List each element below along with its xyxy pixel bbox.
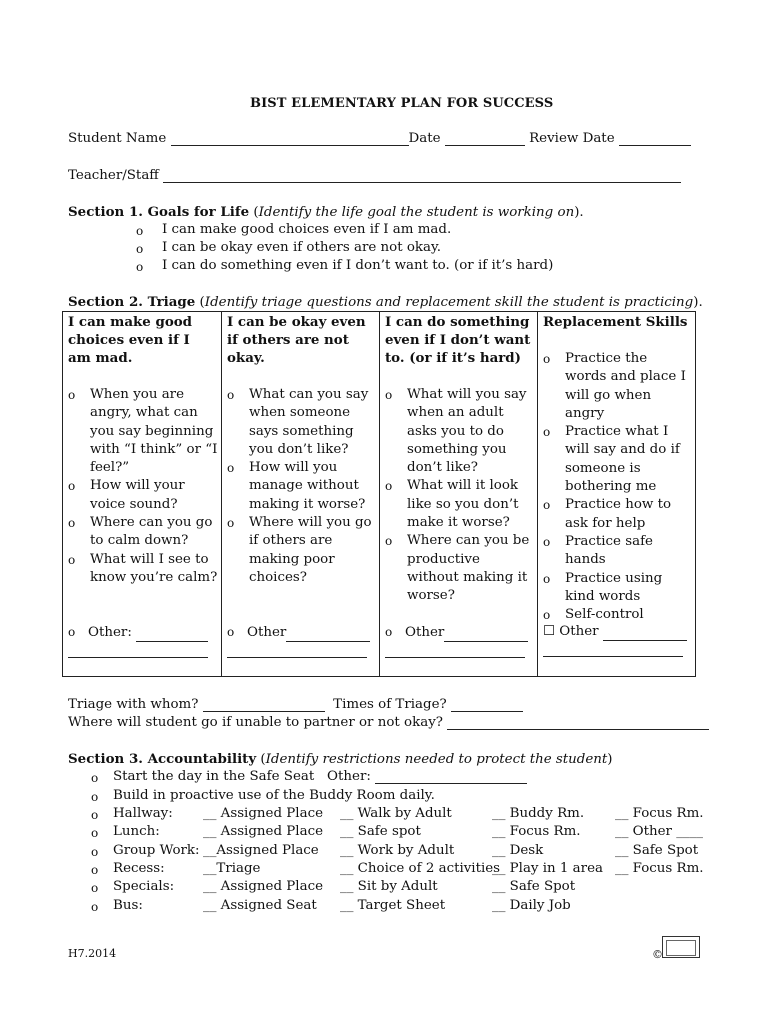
other-field-line2[interactable] [227,644,367,658]
other-row [385,623,535,658]
section2-instruction: Identify triage questions and replacement skill the student is practicing [204,295,694,310]
restriction-option[interactable]: __ Assigned Place [203,879,323,894]
column-header: Replacement Skills [543,314,688,330]
start-day-other-field[interactable] [375,770,527,784]
restriction-option[interactable]: __ Daily Job [492,898,571,913]
skill-item: o Self-control [543,606,691,624]
question-item: o What will you say when an adult asks you to do something you don’t like? [385,386,533,477]
other-field[interactable] [444,628,528,642]
bullet-icon: o [136,224,144,238]
skill-item: o Practice what I will say and do if someone is bothering me [543,423,691,496]
times-of-triage-field[interactable] [451,698,523,712]
question-item: o Where can you go to calm down? [68,514,218,551]
question-item: o How will you manage without making it worse? [227,459,375,514]
restriction-option[interactable]: __ Buddy Rm. [492,806,585,821]
restriction-label: Lunch: [113,824,160,839]
restriction-option[interactable]: __ Safe Spot [492,879,576,894]
section2-heading-row [68,294,703,310]
section1-instruction: Identify the life goal the student is working on [258,205,575,220]
section2-heading: Section 2. Triage [68,294,196,310]
triage-with-row [68,697,523,712]
section1-paren-close: ). [574,205,584,220]
restriction-option[interactable]: __ Other ____ [615,824,703,839]
section3-paren-close: ) [607,752,613,767]
review-date-label: Review Date [529,131,615,146]
bullet-icon: o [91,845,99,859]
goal-item: I can do something even if I don’t want to. (or if it’s hard) [162,258,554,273]
restriction-option[interactable]: __ Walk by Adult [340,806,452,821]
other-row [68,623,218,658]
triage-with-label: Triage with whom? [68,697,199,712]
bullet-icon: o [91,808,99,822]
restriction-option[interactable]: __ Assigned Place [203,824,323,839]
restriction-option[interactable]: __Triage [203,861,261,876]
restriction-option[interactable]: __ Assigned Place [203,806,323,821]
skill-item: o Practice safe hands [543,533,691,570]
section3-heading: Section 3. Accountability [68,751,257,767]
date-field[interactable] [445,132,525,146]
bullet-icon: o [68,625,76,639]
skill-item: o Practice using kind words [543,570,691,607]
other-field-line2[interactable] [68,644,208,658]
other-label: Other [405,625,445,640]
bullet-icon: o [91,790,99,804]
triage-table [62,311,696,677]
question-item: o What will it look like so you don’t make it worse? [385,477,533,532]
teacher-staff-field[interactable] [163,169,681,183]
section3-instruction: Identify restrictions needed to protect the student [265,752,608,767]
bullet-icon: o [91,771,99,785]
buddy-room-item: Build in proactive use of the Buddy Room daily. [113,788,435,803]
bullet-icon: o [136,260,144,274]
bullet-icon: o [91,826,99,840]
section1-heading-row [68,204,584,220]
restriction-option[interactable]: __ Target Sheet [340,898,446,913]
column-header: I can do something even if I don’t want to. (or if it’s hard) [385,314,531,366]
date-label: Date [408,131,441,146]
column-header: I can make good choices even if I am mad. [68,314,193,366]
restriction-option[interactable]: __Assigned Place [203,843,319,858]
bullet-icon: o [227,625,235,639]
student-name-field[interactable] [171,132,409,146]
section1-paren-open: ( [253,205,259,220]
other-field[interactable] [603,627,687,641]
restriction-option[interactable]: __ Desk [492,843,544,858]
question-list [385,386,533,606]
other-row [543,623,693,657]
restriction-option[interactable]: __ Focus Rm. [492,824,581,839]
question-item: o Where will you go if others are making poor choices? [227,514,375,587]
question-item: o What will I see to know you’re calm? [68,551,218,588]
bullet-icon: o [91,900,99,914]
bullet-icon: o [136,242,144,256]
restriction-option[interactable]: __ Focus Rm. [615,806,704,821]
question-item: o When you are angry, what can you say beginning with “I think” or “I feel?” [68,386,218,477]
restriction-option[interactable]: __ Assigned Seat [203,898,317,913]
times-of-triage-label: Times of Triage? [333,697,447,712]
section2-paren-open: ( [199,295,205,310]
teacher-row [68,168,681,183]
other-field[interactable] [286,628,370,642]
bullet-icon: o [385,625,393,639]
skills-list [543,350,691,624]
other-label: Other: [88,625,132,640]
skill-item: o Practice the words and place I will go when angry [543,350,691,423]
question-list [227,386,375,587]
triage-with-field[interactable] [203,698,325,712]
restriction-label: Bus: [113,898,143,913]
version-label: H7.2014 [68,947,117,960]
logo-icon [662,936,700,958]
question-item: o How will your voice sound? [68,477,218,514]
other-field-line2[interactable] [543,643,683,657]
other-row [227,623,377,658]
restriction-option[interactable]: __ Play in 1 area [492,861,603,876]
restriction-label: Group Work: [113,843,200,858]
restriction-option[interactable]: __ Sit by Adult [340,879,438,894]
question-item: o What can you say when someone says something you don’t like? [227,386,375,459]
page-title: BIST ELEMENTARY PLAN FOR SUCCESS [250,96,554,111]
restriction-option[interactable]: __ Safe spot [340,824,421,839]
goal-item: I can be okay even if others are not okay. [162,240,442,255]
bullet-icon: o [91,863,99,877]
question-item: o Where can you be productive without making it worse? [385,532,533,605]
restriction-label: Recess: [113,861,165,876]
section3-heading-row [68,751,613,767]
start-day-label: Start the day in the Safe Seat [113,769,315,784]
where-go-row [68,715,709,730]
skill-item: o Practice how to ask for help [543,496,691,533]
other-checkbox-label[interactable]: ☐ Other [543,624,599,639]
restriction-option[interactable]: __ Focus Rm. [615,861,704,876]
restriction-label: Specials: [113,879,175,894]
copyright-label: © [652,948,663,961]
section1-heading: Section 1. Goals for Life [68,204,250,220]
section2-paren-close: ). [693,295,703,310]
start-day-row [113,769,527,784]
restriction-option[interactable]: __ Work by Adult [340,843,455,858]
restriction-label: Hallway: [113,806,173,821]
restriction-option[interactable]: __ Choice of 2 activities [340,861,501,876]
teacher-staff-label: Teacher/Staff [68,168,159,183]
other-label: Other: [327,769,371,784]
student-name-label: Student Name [68,131,167,146]
where-go-label: Where will student go if unable to partner or not okay? [68,715,443,730]
section3-paren-open: ( [260,752,266,767]
other-field[interactable] [136,628,208,642]
where-go-field[interactable] [447,716,709,730]
student-name-row [68,131,691,146]
other-field-line2[interactable] [385,644,525,658]
goal-item: I can make good choices even if I am mad. [162,222,452,237]
restriction-option[interactable]: __ Safe Spot [615,843,699,858]
other-label: Other [247,625,287,640]
bullet-icon: o [91,881,99,895]
question-list [68,386,218,587]
review-date-field[interactable] [619,132,691,146]
column-header: I can be okay even if others are not okay. [227,314,366,366]
